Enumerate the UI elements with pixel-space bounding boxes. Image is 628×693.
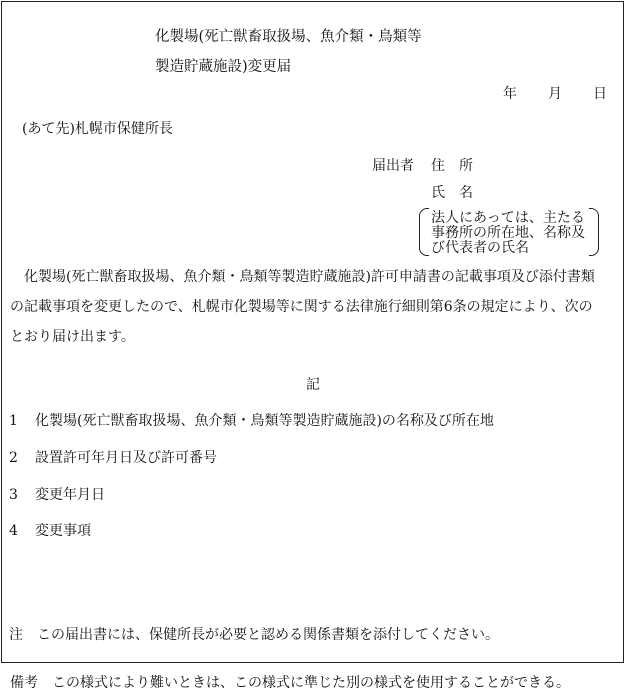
- ki-heading: 記: [306, 377, 320, 393]
- list-item: [9, 414, 494, 428]
- date-line: [503, 87, 607, 101]
- left-bracket: [419, 208, 429, 256]
- applicant-address-label: 住 所: [431, 158, 473, 174]
- corporation-note: [419, 208, 599, 258]
- body-line: 化製場(死亡獣畜取扱場、魚介類・鳥類等製造貯蔵施設)許可申請書の記載事項及び添付書類: [10, 269, 595, 285]
- item-number: 4: [9, 523, 18, 539]
- item-number: 2: [9, 450, 18, 466]
- corporation-note-line: 法人にあっては、主たる: [431, 210, 585, 226]
- date-month-label: 月: [548, 86, 562, 102]
- body-line: とおり届け出ます。: [10, 329, 135, 345]
- corporation-note-text: [431, 211, 585, 256]
- date-day-label: 日: [593, 86, 607, 102]
- list-item: [9, 488, 105, 502]
- footnote: 注 この届出書には、保健所長が必要と認める関係書類を添付してください。: [9, 627, 499, 643]
- form-title-line2: 製造貯蔵施設)変更届: [155, 59, 292, 75]
- item-number: 1: [9, 413, 18, 429]
- remark: 備考 この様式により難いときは、この様式に準じた別の様式を使用することができる。: [10, 675, 570, 691]
- list-item: [9, 524, 91, 538]
- list-item: [9, 451, 217, 465]
- form-title-line1: 化製場(死亡獣畜取扱場、魚介類・鳥類等: [155, 29, 422, 45]
- body-paragraph: [10, 262, 622, 352]
- addressee: (あて先)札幌市保健所長: [22, 121, 173, 137]
- item-text: 化製場(死亡獣畜取扱場、魚介類・鳥類等製造貯蔵施設)の名称及び所在地: [35, 413, 494, 429]
- item-text: 変更年月日: [35, 487, 105, 503]
- item-text: 設置許可年月日及び許可番号: [35, 450, 217, 466]
- item-number: 3: [9, 487, 18, 503]
- corporation-note-line: び代表者の氏名: [431, 240, 529, 256]
- date-year-label: 年: [503, 86, 517, 102]
- item-text: 変更事項: [35, 523, 91, 539]
- body-line: の記載事項を変更したので、札幌市化製場等に関する法律施行細則第6条の規定により、次の: [10, 299, 593, 315]
- corporation-note-line: 事務所の所在地、名称及: [431, 225, 585, 241]
- right-bracket: [589, 208, 599, 256]
- applicant-label: 届出者: [372, 158, 414, 174]
- applicant-name-label: 氏 名: [431, 185, 473, 201]
